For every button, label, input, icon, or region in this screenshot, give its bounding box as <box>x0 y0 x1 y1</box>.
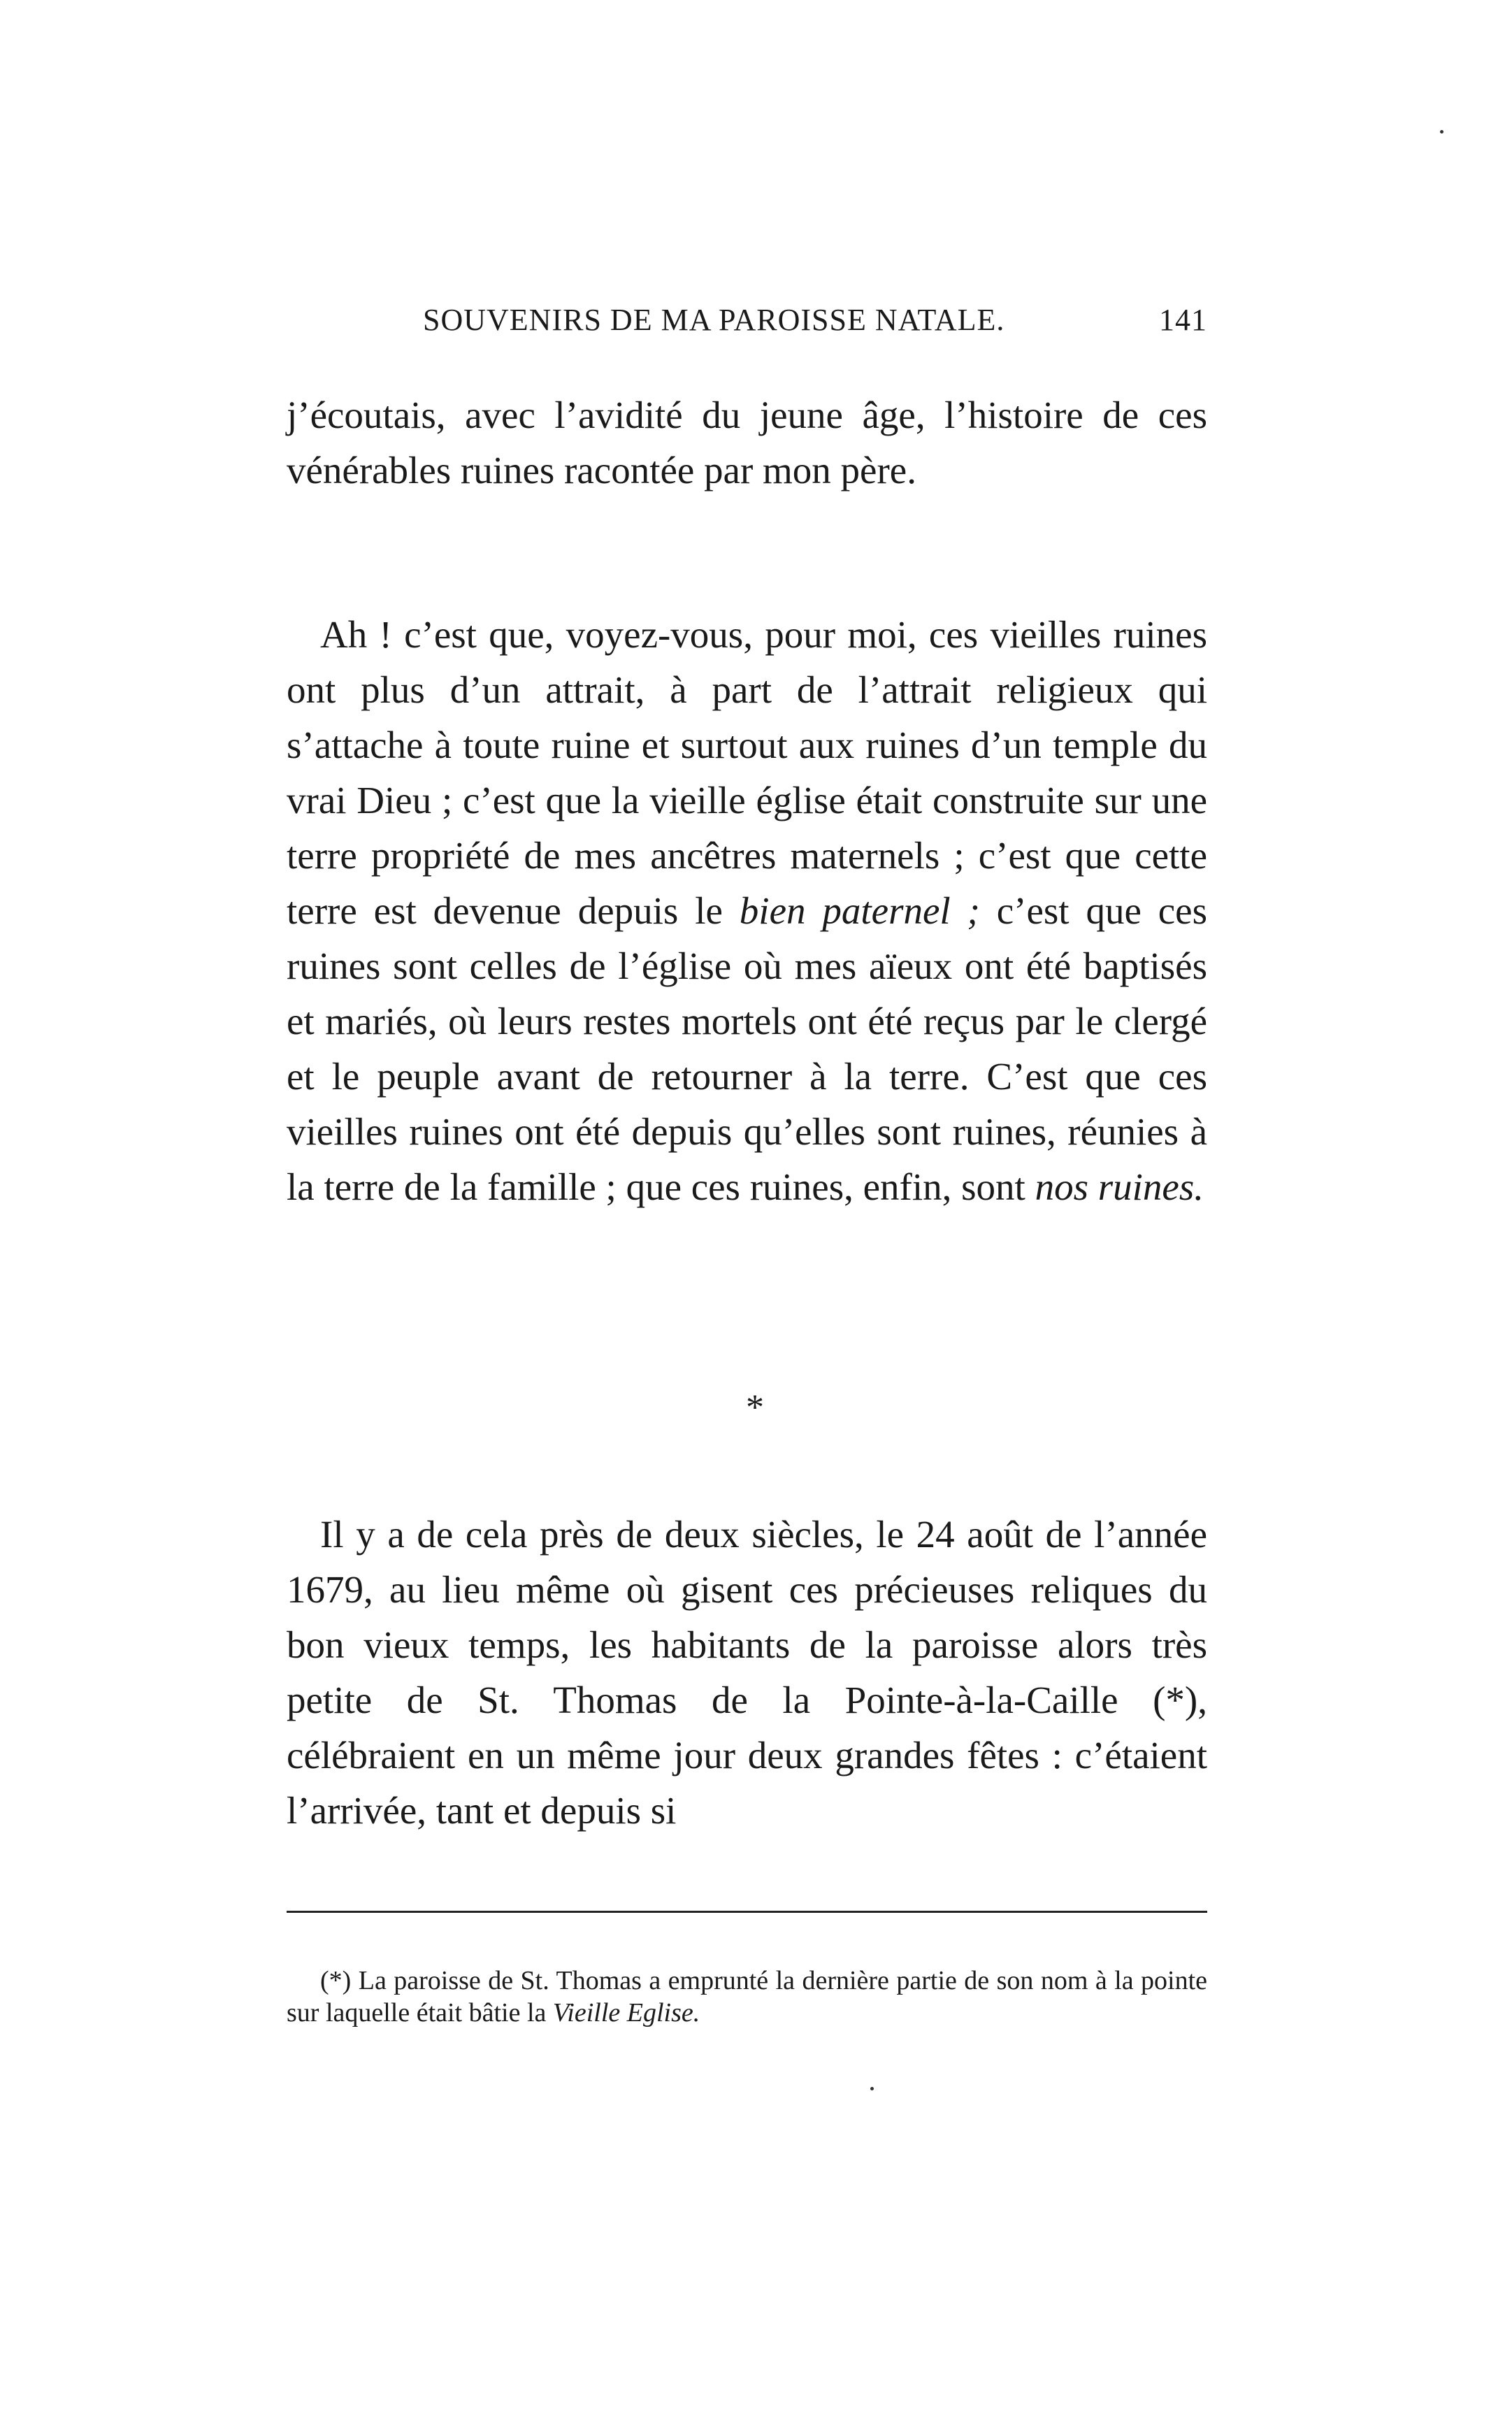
page-header <box>287 302 1207 352</box>
footnote-text: (*) La paroisse de St. Thomas a emprunté la dernière partie de son nom à la pointe sur laquelle était bâtie la <box>287 1966 1207 2027</box>
running-title: SOUVENIRS DE MA PAROISSE NATALE. <box>423 303 1005 337</box>
footnote-rule <box>287 1911 1207 1913</box>
page-number: 141 <box>1159 303 1207 337</box>
paragraph-text: Il y a de cela près de deux siècles, le 24 août de l’année 1679, au lieu même où gisent ces précieuses reliques du bon vieux temps, les habitants de la paroisse alors très petite de St. Thomas de la Pointe-à-la-Caille (*), célébraient en un même jour deux grandes fêtes : c’étaient l’arrivée, tant et depuis si <box>287 1513 1207 1832</box>
italic-text: bien paternel ; <box>739 889 980 932</box>
text-run: Ah ! c’est que, voyez-vous, pour moi, ces vieilles ruines ont plus d’un attrait, à part de l’attrait religieux qui s’attache à toute ruine et surtout aux ruines d’un temple du vrai Dieu ; c’est que la vieille église était construite sur une terre propriété de mes ancêtres maternels ; c’est que cette terre est devenue depuis le <box>287 613 1207 932</box>
paragraph-text <box>287 607 1207 1214</box>
paragraph-history <box>287 1507 1207 1838</box>
footnote-italic: Vieille Eglise. <box>552 1998 700 2027</box>
paragraph-continued <box>287 387 1207 498</box>
paragraph-ruins <box>287 607 1207 1214</box>
footnote <box>287 1965 1207 2029</box>
text-run: c’est que ces ruines sont celles de l’église où mes aïeux ont été baptisés et mariés, où leurs restes mortels ont été reçus par le clergé et le peuple avant de retourner à la terre. C’est que ces vieilles ruines ont été depuis qu’elles sont ruines, réunies à la terre de la famille ; que ces ruines, enfin, sont <box>287 889 1207 1208</box>
paragraph-text: j’écoutais, avec l’avidité du jeune âge, l’histoire de ces vénérables ruines racontée par mon père. <box>287 394 1207 491</box>
paper-speck <box>1440 130 1443 134</box>
paper-speck <box>870 2087 874 2090</box>
italic-text: nos ruines. <box>1035 1165 1204 1208</box>
section-separator: * <box>746 1388 764 1428</box>
